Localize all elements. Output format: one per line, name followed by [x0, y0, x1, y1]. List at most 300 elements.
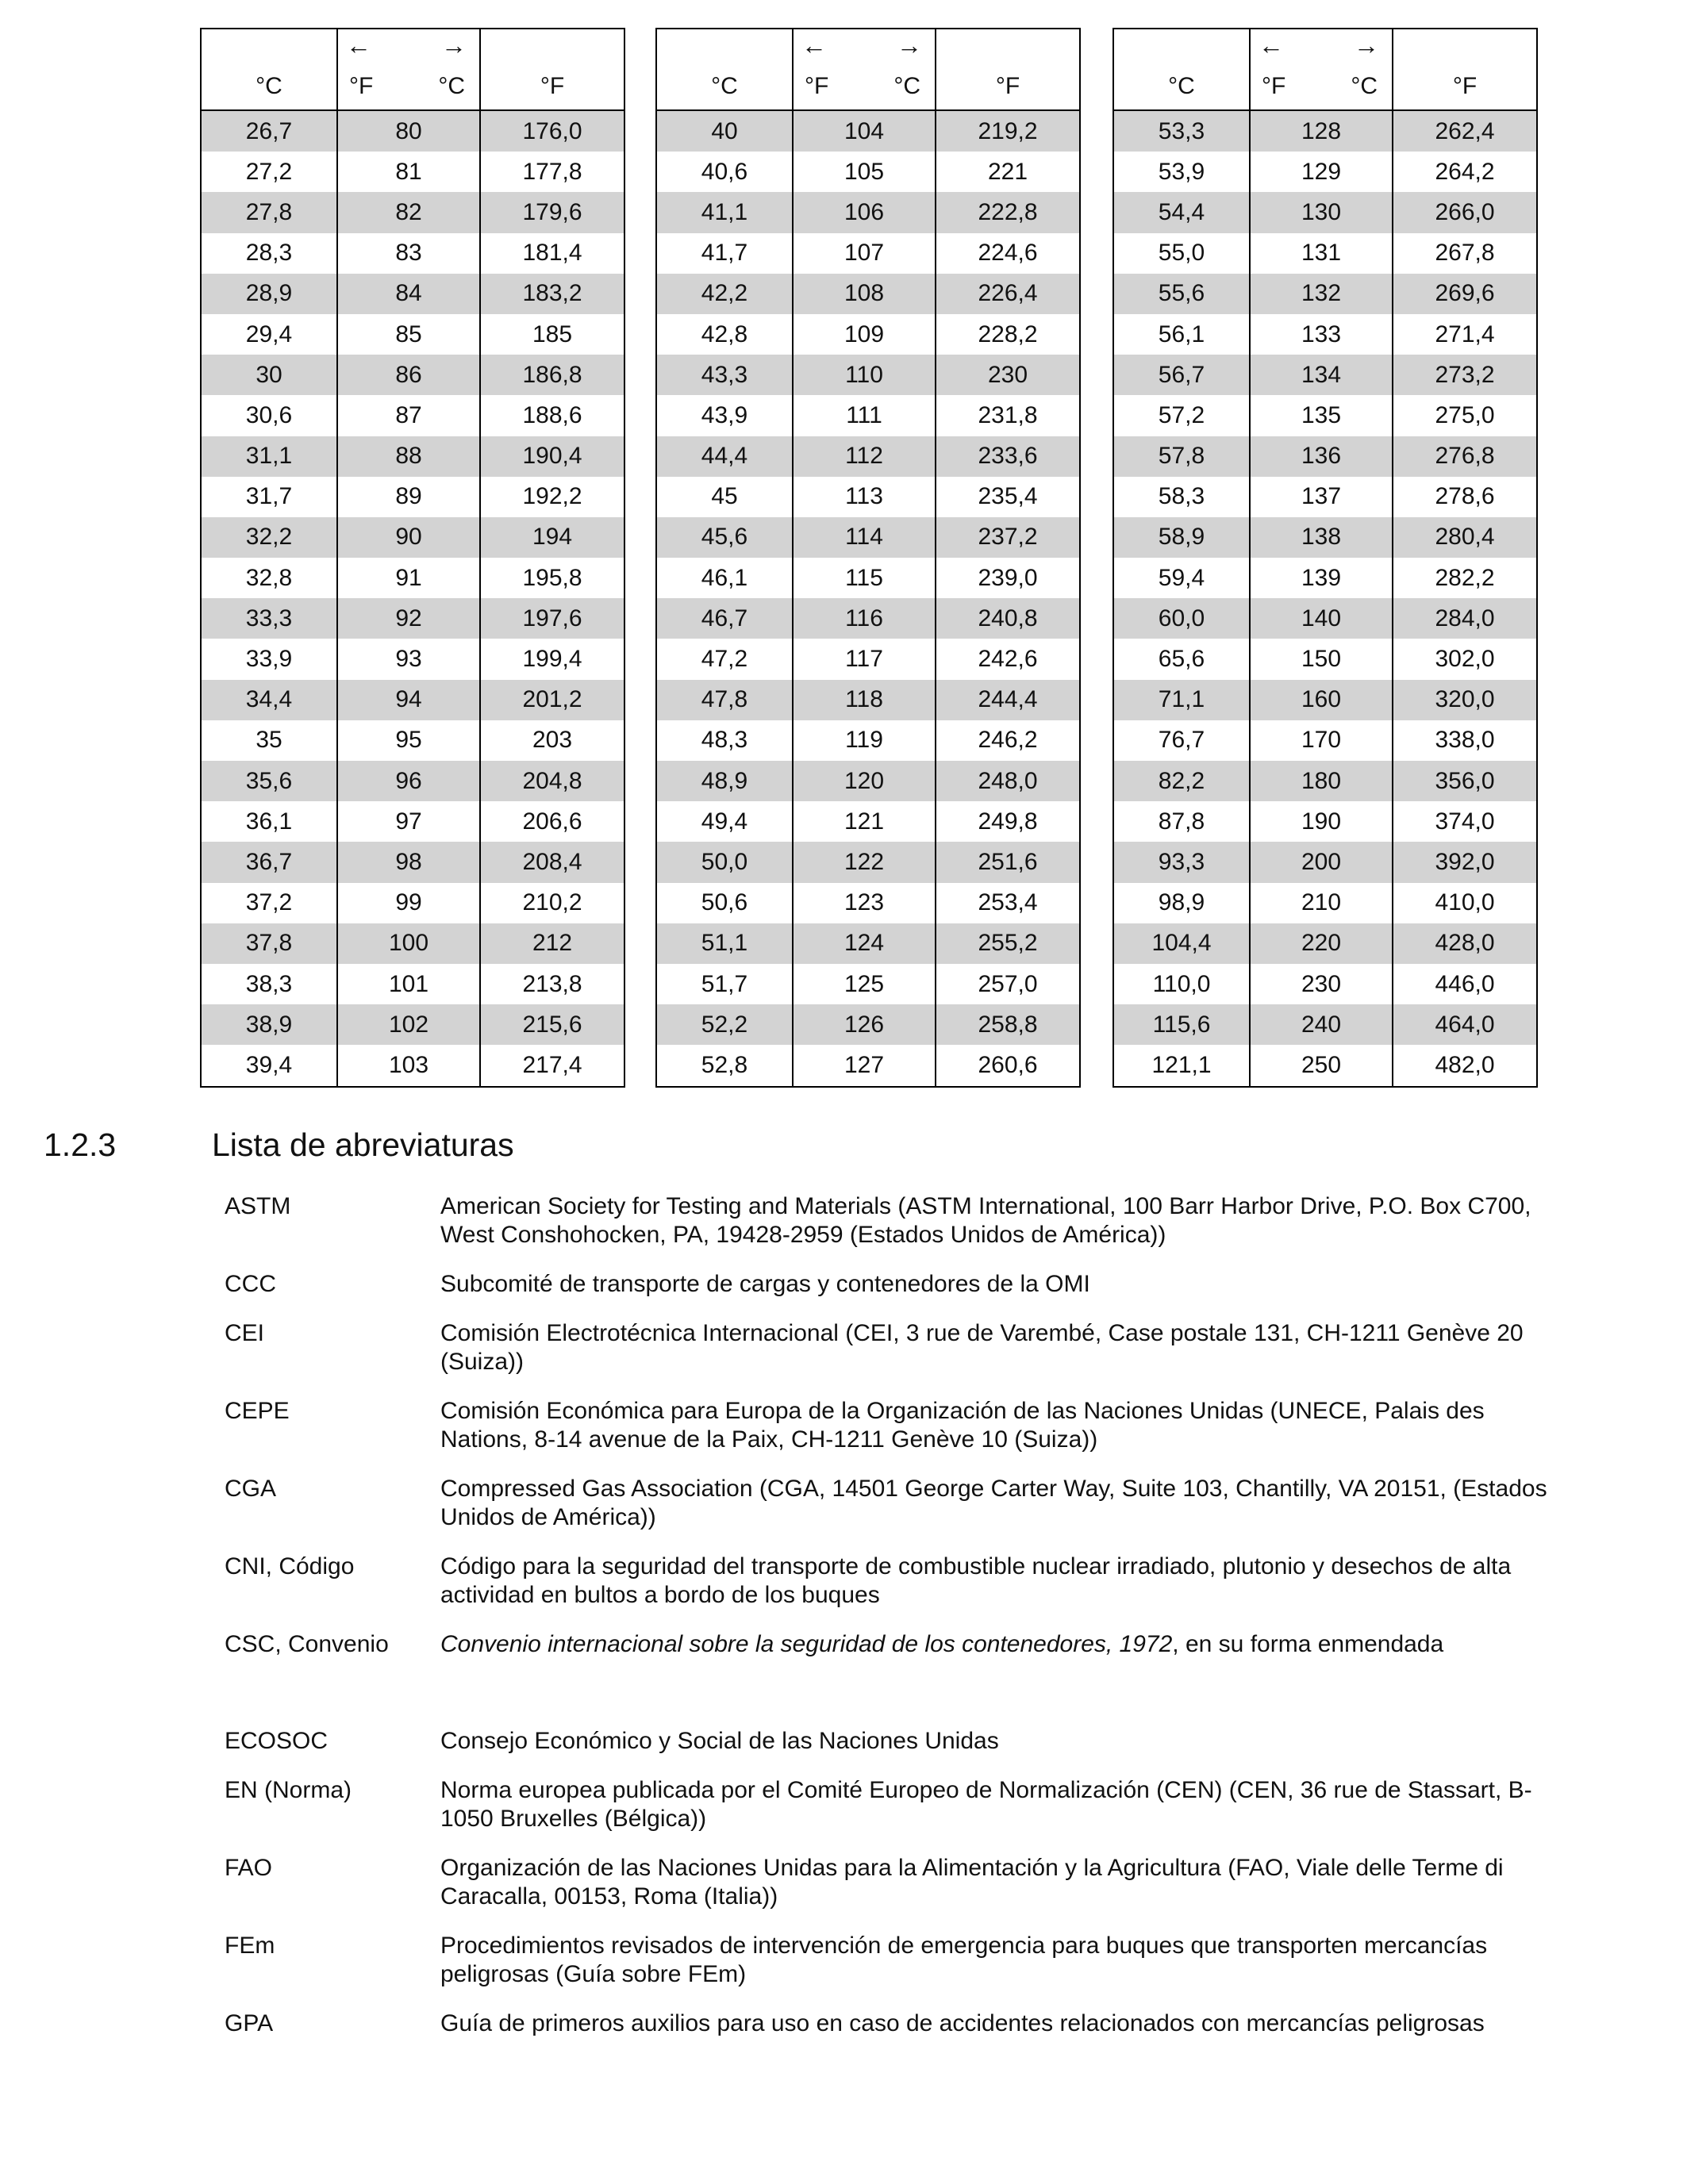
fahrenheit-cell: 248,0: [936, 761, 1080, 801]
temperature-cell: 90: [337, 517, 480, 558]
temperature-cell: 127: [793, 1045, 936, 1086]
header-celsius: [201, 29, 337, 110]
temperature-cell: 130: [1250, 192, 1393, 232]
abbreviation-term: CEPE: [225, 1398, 290, 1424]
abbreviation-term: CSC, Convenio: [225, 1631, 389, 1657]
table-row: [656, 355, 1080, 395]
table-row: [1113, 558, 1537, 598]
celsius-cell: 35,6: [201, 761, 337, 801]
table-row: [1113, 274, 1537, 314]
fahrenheit-cell: 249,8: [936, 801, 1080, 842]
celsius-cell: 58,3: [1113, 477, 1250, 517]
temperature-cell: 89: [337, 477, 480, 517]
temperature-cell: 119: [793, 720, 936, 761]
table-row: [1113, 477, 1537, 517]
table-row: [201, 680, 624, 720]
temperature-cell: 121: [793, 801, 936, 842]
fahrenheit-cell: 374,0: [1393, 801, 1537, 842]
header-celsius: [1113, 29, 1250, 110]
celsius-cell: 53,3: [1113, 110, 1250, 152]
fahrenheit-cell: 253,4: [936, 883, 1080, 923]
celsius-cell: 49,4: [656, 801, 793, 842]
temperature-cell: 99: [337, 883, 480, 923]
temperature-cell: 133: [1250, 314, 1393, 355]
temperature-cell: 101: [337, 964, 480, 1004]
celsius-cell: 46,7: [656, 598, 793, 639]
table-row: [201, 1045, 624, 1086]
fahrenheit-cell: 226,4: [936, 274, 1080, 314]
abbreviation-term: FAO: [225, 1855, 273, 1881]
table-row: [1113, 883, 1537, 923]
table-row: [201, 883, 624, 923]
celsius-cell: 31,1: [201, 436, 337, 477]
table-row: [656, 395, 1080, 436]
fahrenheit-cell: 206,6: [480, 801, 624, 842]
celsius-cell: 48,9: [656, 761, 793, 801]
abbreviation-item: [225, 2009, 1558, 2038]
abbreviation-definition: Subcomité de transporte de cargas y contenedores de la OMI: [440, 1271, 1090, 1297]
header-bidirectional: [337, 29, 480, 110]
abbreviation-definition: [440, 1630, 1558, 1659]
table-row: [201, 314, 624, 355]
table-row: [1113, 436, 1537, 477]
temperature-cell: 137: [1250, 477, 1393, 517]
fahrenheit-cell: 219,2: [936, 110, 1080, 152]
fahrenheit-cell: 282,2: [1393, 558, 1537, 598]
celsius-cell: 30: [201, 355, 337, 395]
fahrenheit-cell: 210,2: [480, 883, 624, 923]
temperature-cell: 160: [1250, 680, 1393, 720]
fahrenheit-cell: 262,4: [1393, 110, 1537, 152]
temperature-cell: 95: [337, 720, 480, 761]
celsius-cell: 40,6: [656, 152, 793, 192]
abbreviation-item: [225, 1270, 1558, 1299]
header-fahrenheit-label: °F: [1262, 73, 1286, 99]
header-fahrenheit: [936, 29, 1080, 110]
temperature-cell: 124: [793, 923, 936, 964]
arrow-left-icon: ←: [801, 31, 827, 59]
fahrenheit-cell: 213,8: [480, 964, 624, 1004]
temperature-cell: 139: [1250, 558, 1393, 598]
temperature-cell: 113: [793, 477, 936, 517]
header-celsius-label: °C: [256, 73, 282, 99]
temperature-cell: 250: [1250, 1045, 1393, 1086]
header-celsius-label: °C: [711, 73, 738, 99]
table-row: [656, 883, 1080, 923]
fahrenheit-cell: 338,0: [1393, 720, 1537, 761]
abbreviation-definition: Guía de primeros auxilios para uso en caso de accidentes relacionados con mercancías peligrosas: [440, 2010, 1485, 2036]
celsius-cell: 52,2: [656, 1004, 793, 1045]
celsius-cell: 33,3: [201, 598, 337, 639]
fahrenheit-cell: 276,8: [1393, 436, 1537, 477]
table-row: [1113, 314, 1537, 355]
temperature-cell: 138: [1250, 517, 1393, 558]
arrow-right-icon: →: [897, 31, 922, 59]
abbreviation-term: ECOSOC: [225, 1728, 329, 1754]
temperature-cell: 190: [1250, 801, 1393, 842]
temperature-cell: 104: [793, 110, 936, 152]
table-row: [1113, 192, 1537, 232]
celsius-cell: 37,2: [201, 883, 337, 923]
table-row: [656, 720, 1080, 761]
section-number: 1.2.3: [44, 1127, 117, 1163]
temperature-cell: 128: [1250, 110, 1393, 152]
table-row: [1113, 1045, 1537, 1086]
fahrenheit-cell: 231,8: [936, 395, 1080, 436]
table-row: [201, 274, 624, 314]
conversion-table-2: [655, 28, 1081, 1088]
table-row: [656, 1045, 1080, 1086]
table-row: [1113, 1004, 1537, 1045]
temperature-cell: 210: [1250, 883, 1393, 923]
temperature-cell: 180: [1250, 761, 1393, 801]
fahrenheit-cell: 195,8: [480, 558, 624, 598]
celsius-cell: 43,3: [656, 355, 793, 395]
abbreviation-term: CNI, Código: [225, 1553, 355, 1579]
abbreviation-term: EN (Norma): [225, 1777, 352, 1803]
header-fahrenheit-label: °F: [349, 73, 374, 99]
celsius-cell: 110,0: [1113, 964, 1250, 1004]
fahrenheit-cell: 239,0: [936, 558, 1080, 598]
temperature-cell: 110: [793, 355, 936, 395]
abbreviation-item: [225, 1854, 1558, 1911]
celsius-cell: 53,9: [1113, 152, 1250, 192]
celsius-cell: 36,1: [201, 801, 337, 842]
temperature-cell: 103: [337, 1045, 480, 1086]
abbreviation-item: [225, 1319, 1558, 1376]
celsius-cell: 41,1: [656, 192, 793, 232]
temperature-cell: 150: [1250, 639, 1393, 679]
table-row: [1113, 923, 1537, 964]
temperature-cell: 88: [337, 436, 480, 477]
celsius-cell: 50,6: [656, 883, 793, 923]
temperature-cell: 125: [793, 964, 936, 1004]
abbreviation-item: [225, 1630, 1558, 1659]
fahrenheit-cell: 392,0: [1393, 842, 1537, 882]
table-row: [201, 842, 624, 882]
temperature-cell: 87: [337, 395, 480, 436]
fahrenheit-cell: 221: [936, 152, 1080, 192]
temperature-cell: 120: [793, 761, 936, 801]
temperature-cell: 200: [1250, 842, 1393, 882]
celsius-cell: 71,1: [1113, 680, 1250, 720]
celsius-cell: 82,2: [1113, 761, 1250, 801]
abbreviation-item: [225, 1397, 1558, 1454]
fahrenheit-cell: 356,0: [1393, 761, 1537, 801]
header-bidirectional: [793, 29, 936, 110]
temperature-cell: 92: [337, 598, 480, 639]
celsius-cell: 46,1: [656, 558, 793, 598]
temperature-cell: 98: [337, 842, 480, 882]
celsius-cell: 48,3: [656, 720, 793, 761]
celsius-cell: 42,2: [656, 274, 793, 314]
temperature-cell: 107: [793, 233, 936, 274]
table-row: [201, 1004, 624, 1045]
abbreviation-term: FEm: [225, 1933, 275, 1959]
fahrenheit-cell: 278,6: [1393, 477, 1537, 517]
table-row: [1113, 152, 1537, 192]
celsius-cell: 51,7: [656, 964, 793, 1004]
fahrenheit-cell: 302,0: [1393, 639, 1537, 679]
fahrenheit-cell: 192,2: [480, 477, 624, 517]
temperature-cell: 170: [1250, 720, 1393, 761]
fahrenheit-cell: 201,2: [480, 680, 624, 720]
table-row: [656, 639, 1080, 679]
fahrenheit-cell: 212: [480, 923, 624, 964]
fahrenheit-cell: 246,2: [936, 720, 1080, 761]
celsius-cell: 38,3: [201, 964, 337, 1004]
fahrenheit-cell: 237,2: [936, 517, 1080, 558]
celsius-cell: 59,4: [1113, 558, 1250, 598]
celsius-cell: 58,9: [1113, 517, 1250, 558]
fahrenheit-cell: 176,0: [480, 110, 624, 152]
celsius-cell: 104,4: [1113, 923, 1250, 964]
celsius-cell: 37,8: [201, 923, 337, 964]
temperature-cell: 126: [793, 1004, 936, 1045]
abbreviation-item: [225, 1192, 1558, 1249]
table-row: [656, 192, 1080, 232]
celsius-cell: 36,7: [201, 842, 337, 882]
celsius-cell: 40: [656, 110, 793, 152]
temperature-cell: 100: [337, 923, 480, 964]
header-celsius: [656, 29, 793, 110]
fahrenheit-cell: 240,8: [936, 598, 1080, 639]
fahrenheit-cell: 222,8: [936, 192, 1080, 232]
temperature-cell: 118: [793, 680, 936, 720]
table-row: [656, 517, 1080, 558]
table-row: [1113, 842, 1537, 882]
celsius-cell: 32,2: [201, 517, 337, 558]
table-row: [1113, 517, 1537, 558]
celsius-cell: 93,3: [1113, 842, 1250, 882]
header-celsius-label: °C: [893, 73, 920, 99]
fahrenheit-cell: 188,6: [480, 395, 624, 436]
celsius-cell: 65,6: [1113, 639, 1250, 679]
temperature-cell: 85: [337, 314, 480, 355]
abbreviation-item: [225, 1475, 1558, 1532]
temperature-cell: 115: [793, 558, 936, 598]
table-row: [201, 761, 624, 801]
celsius-cell: 28,9: [201, 274, 337, 314]
abbreviation-term: CGA: [225, 1476, 277, 1502]
fahrenheit-cell: 284,0: [1393, 598, 1537, 639]
fahrenheit-cell: 183,2: [480, 274, 624, 314]
table-row: [656, 110, 1080, 152]
celsius-cell: 28,3: [201, 233, 337, 274]
header-fahrenheit-label: °F: [540, 73, 565, 99]
table-row: [201, 558, 624, 598]
fahrenheit-cell: 224,6: [936, 233, 1080, 274]
fahrenheit-cell: 251,6: [936, 842, 1080, 882]
table-row: [1113, 761, 1537, 801]
fahrenheit-cell: 267,8: [1393, 233, 1537, 274]
fahrenheit-cell: 204,8: [480, 761, 624, 801]
abbreviation-term: GPA: [225, 2010, 274, 2036]
table-row: [1113, 964, 1537, 1004]
header-fahrenheit-label: °F: [995, 73, 1020, 99]
table-row: [1113, 233, 1537, 274]
celsius-cell: 87,8: [1113, 801, 1250, 842]
temperature-cell: 230: [1250, 964, 1393, 1004]
header-fahrenheit-label: °F: [805, 73, 829, 99]
abbreviation-definition: Comisión Económica para Europa de la Organización de las Naciones Unidas (UNECE, Palais des Nations, 8-14 avenue de la Paix, CH-1211 Genève 10 (Suiza)): [440, 1398, 1485, 1453]
abbreviation-definition: American Society for Testing and Materials (ASTM International, 100 Barr Harbor Drive, P.O. Box C700, West Conshohocken, PA, 19428-2959 (Estados Unidos de América)): [440, 1193, 1531, 1248]
celsius-cell: 44,4: [656, 436, 793, 477]
table-row: [656, 598, 1080, 639]
arrow-right-icon: →: [1354, 31, 1379, 59]
fahrenheit-cell: 194: [480, 517, 624, 558]
header-celsius-label: °C: [438, 73, 465, 99]
temperature-cell: 94: [337, 680, 480, 720]
celsius-cell: 98,9: [1113, 883, 1250, 923]
fahrenheit-cell: 269,6: [1393, 274, 1537, 314]
temperature-cell: 109: [793, 314, 936, 355]
celsius-cell: 60,0: [1113, 598, 1250, 639]
temperature-cell: 122: [793, 842, 936, 882]
celsius-cell: 27,8: [201, 192, 337, 232]
table-row: [201, 233, 624, 274]
abbreviation-item: [225, 1727, 1558, 1756]
temperature-cell: 96: [337, 761, 480, 801]
table-row: [201, 801, 624, 842]
fahrenheit-cell: 446,0: [1393, 964, 1537, 1004]
table-header-row: [1113, 29, 1537, 110]
table-row: [201, 436, 624, 477]
table-row: [656, 477, 1080, 517]
temperature-cell: 123: [793, 883, 936, 923]
table-row: [1113, 639, 1537, 679]
fahrenheit-cell: 185: [480, 314, 624, 355]
fahrenheit-cell: 230: [936, 355, 1080, 395]
header-bidirectional: [1250, 29, 1393, 110]
fahrenheit-cell: 177,8: [480, 152, 624, 192]
table-row: [1113, 355, 1537, 395]
temperature-cell: 131: [1250, 233, 1393, 274]
table-row: [201, 923, 624, 964]
conversion-table-1: [200, 28, 625, 1088]
fahrenheit-cell: 190,4: [480, 436, 624, 477]
fahrenheit-cell: 258,8: [936, 1004, 1080, 1045]
temperature-cell: 117: [793, 639, 936, 679]
abbreviation-definition: Comisión Electrotécnica Internacional (CEI, 3 rue de Varembé, Case postale 131, CH-1211 Genève 20 (Suiza)): [440, 1320, 1524, 1375]
abbreviation-definition-rest: , en su forma enmendada: [1172, 1631, 1444, 1657]
fahrenheit-cell: 260,6: [936, 1045, 1080, 1086]
abbreviation-item: [225, 1932, 1558, 1989]
table-row: [1113, 680, 1537, 720]
temperature-cell: 80: [337, 110, 480, 152]
fahrenheit-cell: 186,8: [480, 355, 624, 395]
temperature-cell: 102: [337, 1004, 480, 1045]
fahrenheit-cell: 217,4: [480, 1045, 624, 1086]
fahrenheit-cell: 266,0: [1393, 192, 1537, 232]
abbreviation-term: CEI: [225, 1320, 265, 1346]
fahrenheit-cell: 428,0: [1393, 923, 1537, 964]
table-row: [656, 274, 1080, 314]
fahrenheit-cell: 280,4: [1393, 517, 1537, 558]
celsius-cell: 41,7: [656, 233, 793, 274]
celsius-cell: 47,8: [656, 680, 793, 720]
fahrenheit-cell: 203: [480, 720, 624, 761]
celsius-cell: 56,1: [1113, 314, 1250, 355]
table-row: [201, 517, 624, 558]
celsius-cell: 35: [201, 720, 337, 761]
celsius-cell: 54,4: [1113, 192, 1250, 232]
abbreviation-definition-italic: Convenio internacional sobre la seguridad de los contenedores, 1972: [440, 1631, 1173, 1657]
fahrenheit-cell: 215,6: [480, 1004, 624, 1045]
fahrenheit-cell: 273,2: [1393, 355, 1537, 395]
fahrenheit-cell: 228,2: [936, 314, 1080, 355]
header-celsius-label: °C: [1168, 73, 1195, 99]
arrow-left-icon: ←: [346, 31, 371, 59]
temperature-cell: 240: [1250, 1004, 1393, 1045]
table-row: [656, 923, 1080, 964]
celsius-cell: 32,8: [201, 558, 337, 598]
table-row: [201, 477, 624, 517]
table-row: [656, 761, 1080, 801]
temperature-cell: 140: [1250, 598, 1393, 639]
celsius-cell: 45: [656, 477, 793, 517]
temperature-cell: 84: [337, 274, 480, 314]
table-row: [1113, 598, 1537, 639]
celsius-cell: 115,6: [1113, 1004, 1250, 1045]
table-row: [656, 1004, 1080, 1045]
table-row: [1113, 110, 1537, 152]
table-row: [1113, 395, 1537, 436]
fahrenheit-cell: 271,4: [1393, 314, 1537, 355]
table-row: [656, 558, 1080, 598]
fahrenheit-cell: 199,4: [480, 639, 624, 679]
header-fahrenheit: [480, 29, 624, 110]
fahrenheit-cell: 181,4: [480, 233, 624, 274]
table-row: [201, 639, 624, 679]
celsius-cell: 26,7: [201, 110, 337, 152]
temperature-cell: 91: [337, 558, 480, 598]
celsius-cell: 47,2: [656, 639, 793, 679]
celsius-cell: 30,6: [201, 395, 337, 436]
table-header-row: [656, 29, 1080, 110]
abbreviation-definition: Procedimientos revisados de intervención de emergencia para buques que transporten mercancías peligrosas (Guía sobre FEm): [440, 1933, 1488, 1987]
celsius-cell: 38,9: [201, 1004, 337, 1045]
fahrenheit-cell: 275,0: [1393, 395, 1537, 436]
temperature-cell: 116: [793, 598, 936, 639]
table-row: [656, 680, 1080, 720]
fahrenheit-cell: 179,6: [480, 192, 624, 232]
temperature-cell: 112: [793, 436, 936, 477]
celsius-cell: 31,7: [201, 477, 337, 517]
table-row: [656, 801, 1080, 842]
abbreviation-term: ASTM: [225, 1193, 291, 1219]
fahrenheit-cell: 410,0: [1393, 883, 1537, 923]
abbreviation-list: [225, 1192, 1558, 2059]
celsius-cell: 27,2: [201, 152, 337, 192]
table-row: [1113, 720, 1537, 761]
temperature-cell: 220: [1250, 923, 1393, 964]
celsius-cell: 43,9: [656, 395, 793, 436]
abbreviation-definition: Consejo Económico y Social de las Naciones Unidas: [440, 1728, 999, 1754]
table-row: [1113, 801, 1537, 842]
celsius-cell: 121,1: [1113, 1045, 1250, 1086]
table-row: [656, 436, 1080, 477]
temperature-cell: 86: [337, 355, 480, 395]
fahrenheit-cell: 197,6: [480, 598, 624, 639]
table-row: [201, 192, 624, 232]
abbreviation-definition: Compressed Gas Association (CGA, 14501 George Carter Way, Suite 103, Chantilly, VA 20151, (Estados Unidos de América)): [440, 1476, 1547, 1530]
table-row: [201, 964, 624, 1004]
table-row: [201, 395, 624, 436]
celsius-cell: 29,4: [201, 314, 337, 355]
celsius-cell: 34,4: [201, 680, 337, 720]
section-title: Lista de abreviaturas: [212, 1127, 514, 1163]
